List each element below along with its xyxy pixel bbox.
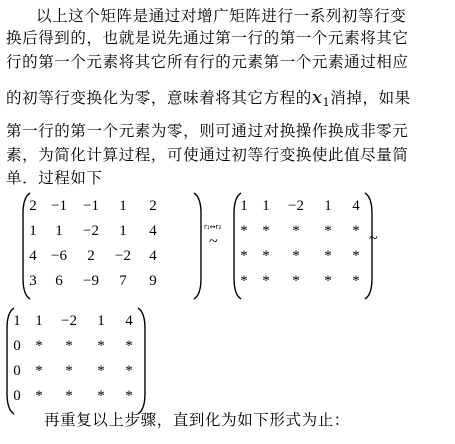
matrix-cell: 1: [13, 313, 21, 329]
trailing-tilde: ~: [369, 230, 378, 247]
matrix-cell: 2: [87, 248, 95, 264]
matrix-after-swap: [233, 192, 408, 300]
matrix-cell: 4: [352, 198, 360, 214]
paragraph-line-4-text-b: 消掉，如果: [330, 89, 411, 107]
paragraph-line-2: 换后得到的，也就是说先通过第一行的第一个元素将其它: [6, 29, 409, 47]
matrix-cell: *: [324, 223, 332, 239]
matrix-cell: *: [125, 363, 133, 379]
paragraph-line-6: 素，为简化计算过程，可使通过初等行变换使此值尽量简: [6, 146, 409, 164]
matrix-cell: −1: [83, 198, 99, 214]
matrix-cell: *: [35, 388, 43, 404]
matrix-cell: −2: [61, 313, 77, 329]
matrix-cell: *: [65, 338, 73, 354]
matrix-cell: −9: [83, 273, 99, 289]
paragraph-line-7: 单．过程如下: [6, 169, 103, 187]
matrix-cell: 0: [13, 338, 21, 354]
paragraph-line-3: 行的第一个元素将其它所有行的元素第一个元素通过相应: [6, 53, 409, 71]
matrix-cell: *: [240, 248, 248, 264]
matrix-cell: 9: [149, 273, 157, 289]
matrix-cell: 0: [13, 363, 21, 379]
matrix-cell: *: [240, 223, 248, 239]
equivalence-tilde: ~: [209, 233, 218, 250]
matrix-cell: −1: [51, 198, 67, 214]
variable-x: x: [311, 87, 323, 108]
matrix-cell: *: [292, 223, 300, 239]
matrix-cell: 4: [125, 313, 133, 329]
matrix-cell: *: [262, 248, 270, 264]
matrix-cell: *: [125, 388, 133, 404]
matrix-cell: 6: [55, 273, 63, 289]
matrix-cell: −2: [83, 223, 99, 239]
matrix-cell: −6: [51, 248, 67, 264]
matrix-cell: 4: [149, 248, 157, 264]
matrix-cell: 1: [55, 223, 63, 239]
variable-x1: [312, 87, 330, 108]
matrix-cell: *: [35, 363, 43, 379]
matrix-cell: 4: [149, 223, 157, 239]
matrix-cell: *: [352, 273, 360, 289]
matrix-augmented: [22, 192, 202, 300]
matrix-cell: *: [35, 338, 43, 354]
matrix-cell: 1: [240, 198, 248, 214]
matrix-cell: *: [352, 248, 360, 264]
matrix-cell: 1: [119, 223, 127, 239]
matrix-cell: 1: [29, 223, 37, 239]
matrix-bracket-right: [192, 192, 202, 300]
matrix-cell: *: [292, 273, 300, 289]
matrix-cell: *: [324, 248, 332, 264]
matrix-cell: *: [262, 223, 270, 239]
paragraph-line-4: [6, 88, 411, 113]
matrix-cell: *: [97, 388, 105, 404]
matrix-cell: *: [292, 248, 300, 264]
matrix-cell: 2: [149, 198, 157, 214]
matrix-cell: *: [324, 273, 332, 289]
matrix-cell: 1: [119, 198, 127, 214]
matrix-cell: 1: [97, 313, 105, 329]
matrix-cell: 2: [29, 198, 37, 214]
matrix-cell: 3: [29, 273, 37, 289]
matrix-cell: 0: [13, 388, 21, 404]
matrix-cell: *: [240, 273, 248, 289]
matrix-cell: 4: [29, 248, 37, 264]
matrix-cell: −2: [115, 248, 131, 264]
matrix-cell: *: [262, 273, 270, 289]
matrix-cell: *: [97, 338, 105, 354]
matrix-cell: *: [352, 223, 360, 239]
matrix-cell: *: [125, 338, 133, 354]
matrix-cell: 7: [119, 273, 127, 289]
paragraph-line-1: 以上这个矩阵是通过对增广矩阵进行一系列初等行变: [36, 7, 407, 25]
matrix-eliminated: [6, 307, 181, 415]
paragraph-line-4-text-a: 的初等行变换化为零，意味着将其它方程的: [6, 89, 312, 107]
matrix-cell: *: [65, 388, 73, 404]
matrix-cell: 1: [35, 313, 43, 329]
paragraph-line-5: 第一行的第一个元素为零，则可通过对换操作换成非零元: [6, 122, 409, 140]
matrix-cell: *: [65, 363, 73, 379]
footer-line: 再重复以上步骤，直到化为如下形式为止：: [44, 411, 350, 429]
variable-subscript: 1: [322, 96, 331, 109]
row-swap-label: r₁↔r₂: [204, 223, 222, 231]
matrix-cell: 1: [262, 198, 270, 214]
matrix-cell: *: [97, 363, 105, 379]
matrix-cell: −2: [288, 198, 304, 214]
matrix-cell: 1: [324, 198, 332, 214]
